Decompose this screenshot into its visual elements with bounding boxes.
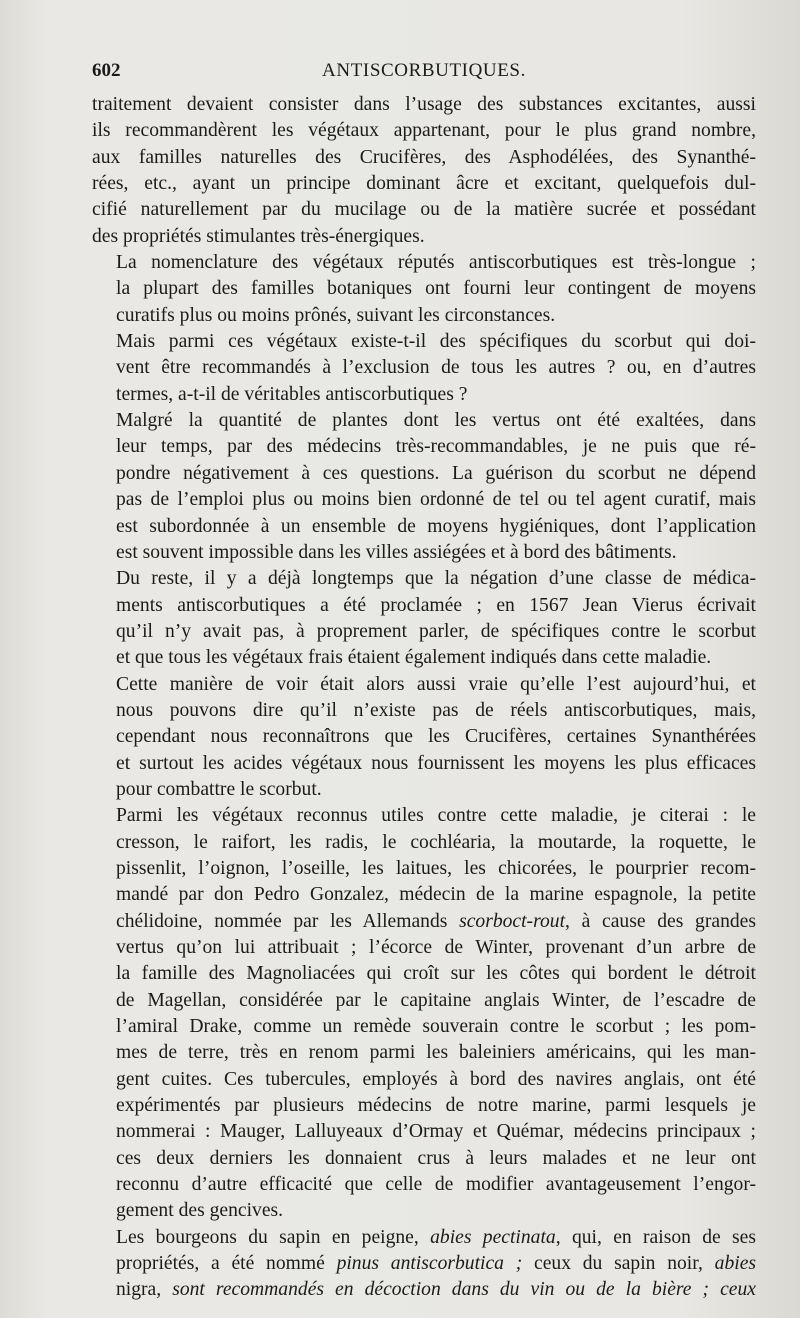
text-line: leur temps, par des médecins très-recommandables, je ne puis que ré- [116, 436, 756, 458]
text-line: et surtout les acides végétaux nous fournissent les moyens les plus efficaces [116, 752, 756, 774]
paragraph [92, 329, 756, 408]
text-line: traitement devaient consister dans l’usage des substances excitantes, aussi [92, 94, 756, 115]
text-line: pour combattre le scorbut. [116, 778, 322, 800]
text-line: ces deux derniers les donnaient crus à leurs malades et ne leur ont [116, 1147, 756, 1169]
text-line: et que tous les végétaux frais étaient également indiqués dans cette maladie. [116, 647, 712, 669]
text-line: pas de l’emploi plus ou moins bien ordonné de tel ou tel agent curatif, mais [116, 489, 756, 511]
text-line: cifié naturellement par du mucilage ou de la matière sucrée et possédant [92, 199, 756, 221]
text-line: Les bourgeons du sapin en peigne, abies pectinata, qui, en raison de ses [116, 1226, 757, 1248]
paragraph [92, 250, 756, 329]
paragraph [92, 92, 756, 250]
text-line: nous pouvons dire qu’il n’existe pas de réels antiscorbutiques, mais, [116, 699, 756, 721]
text-line: reconnu d’autre efficacité que celle de modifier avantageusement l’engor- [116, 1174, 756, 1196]
text-line: mes de terre, très en renom parmi les baleiniers américains, qui les man- [116, 1042, 756, 1064]
text-line: mandé par don Pedro Gonzalez, médecin de la marine espagnole, la petite [116, 884, 756, 906]
text-line: la famille des Magnoliacées qui croît sur les côtes qui bordent le détroit [116, 963, 756, 985]
italic-term: pinus antiscorbutica ; [336, 1253, 523, 1275]
text-line: ils recommandèrent les végétaux appartenant, pour le plus grand nombre, [92, 120, 756, 142]
text-line: l’amiral Drake, comme un remède souverain contre le scorbut ; les pom- [116, 1016, 756, 1038]
body-text [92, 92, 756, 1304]
italic-term: abies [714, 1253, 757, 1275]
paragraph [92, 672, 756, 804]
text-line: Parmi les végétaux reconnus utiles contre cette maladie, je citerai : le [116, 805, 756, 827]
text-line: propriétés, a été nommé pinus antiscorbutica ; ceux du sapin noir, abies [116, 1253, 757, 1275]
text-line: cependant nous reconnaîtrons que les Crucifères, certaines Synanthérées [116, 726, 756, 748]
text-line: ments antiscorbutiques a été proclamée ; en 1567 Jean Vierus écrivait [116, 594, 756, 616]
text-line: de Magellan, considérée par le capitaine anglais Winter, de l’escadre de [116, 989, 756, 1011]
text-line: La nomenclature des végétaux réputés antiscorbutiques est très-longue ; [116, 252, 756, 274]
text-line: aux familles naturelles des Crucifères, des Asphodélées, des Synanthé- [92, 146, 756, 168]
italic-term: , sont recommandés en décoction dans du vin ou de la bière ; ceux [156, 1279, 756, 1301]
paragraph [92, 408, 756, 566]
text-line: gement des gencives. [116, 1200, 284, 1222]
text-line: pissenlit, l’oignon, l’oseille, les laitues, les chicorées, le pourprier recom- [116, 857, 756, 879]
italic-term: scorboct-rout [459, 910, 566, 932]
text-line: expérimentés par plusieurs médecins de notre marine, parmi lesquels je [116, 1095, 756, 1117]
text-line: Cette manière de voir était alors aussi vraie qu’elle l’est aujourd’hui, et [116, 673, 756, 695]
page-number: 602 [92, 60, 121, 81]
text-line: est souvent impossible dans les villes assiégées et à bord des bâtiments. [116, 541, 677, 563]
page-header [92, 60, 756, 86]
text-line: gent cuites. Ces tubercules, employés à bord des navires anglais, ont été [116, 1068, 756, 1090]
text-line: la plupart des familles botaniques ont fourni leur contingent de moyens [116, 278, 756, 300]
text-line: curatifs plus ou moins prônés, suivant les circonstances. [116, 304, 556, 326]
text-line: chélidoine, nommée par les Allemands scorboct-rout, à cause des grandes [116, 910, 756, 932]
paragraph [92, 803, 756, 1225]
italic-term: abies pectinata [430, 1226, 556, 1248]
text-line: rées, etc., ayant un principe dominant âcre et excitant, quelquefois dul- [92, 173, 756, 195]
text-line: cresson, le raifort, les radis, le cochléaria, la moutarde, la roquette, le [116, 831, 756, 853]
text-line: des propriétés stimulantes très-énergiques. [92, 225, 425, 247]
paragraph [92, 1225, 756, 1304]
text-line: nigra, sont recommandés en décoction dans du vin ou de la bière ; ceux [116, 1279, 756, 1301]
text-line: est subordonnée à un ensemble de moyens hygiéniques, dont l’application [116, 515, 756, 537]
text-line: Mais parmi ces végétaux existe-t-il des spécifiques du scorbut qui doi- [116, 331, 756, 353]
text-line: termes, a-t-il de véritables antiscorbutiques ? [116, 383, 468, 405]
text-line: Malgré la quantité de plantes dont les vertus ont été exaltées, dans [116, 410, 756, 432]
text-line: pondre négativement à ces questions. La guérison du scorbut ne dépend [116, 462, 756, 484]
text-line: vertus qu’on lui attribuait ; l’écorce de Winter, provenant d’un arbre de [116, 937, 756, 958]
text-line: qu’il n’y avait pas, à proprement parler, de spécifiques contre le scorbut [116, 620, 756, 642]
running-head: ANTISCORBUTIQUES. [322, 60, 526, 81]
paragraph [92, 566, 756, 671]
text-line: nommerai : Mauger, Lalluyeaux d’Ormay et Quémar, médecins principaux ; [116, 1121, 756, 1143]
text-line: Du reste, il y a déjà longtemps que la négation d’une classe de médica- [116, 568, 756, 590]
text-line: vent être recommandés à l’exclusion de tous les autres ? ou, en d’autres [116, 357, 756, 379]
